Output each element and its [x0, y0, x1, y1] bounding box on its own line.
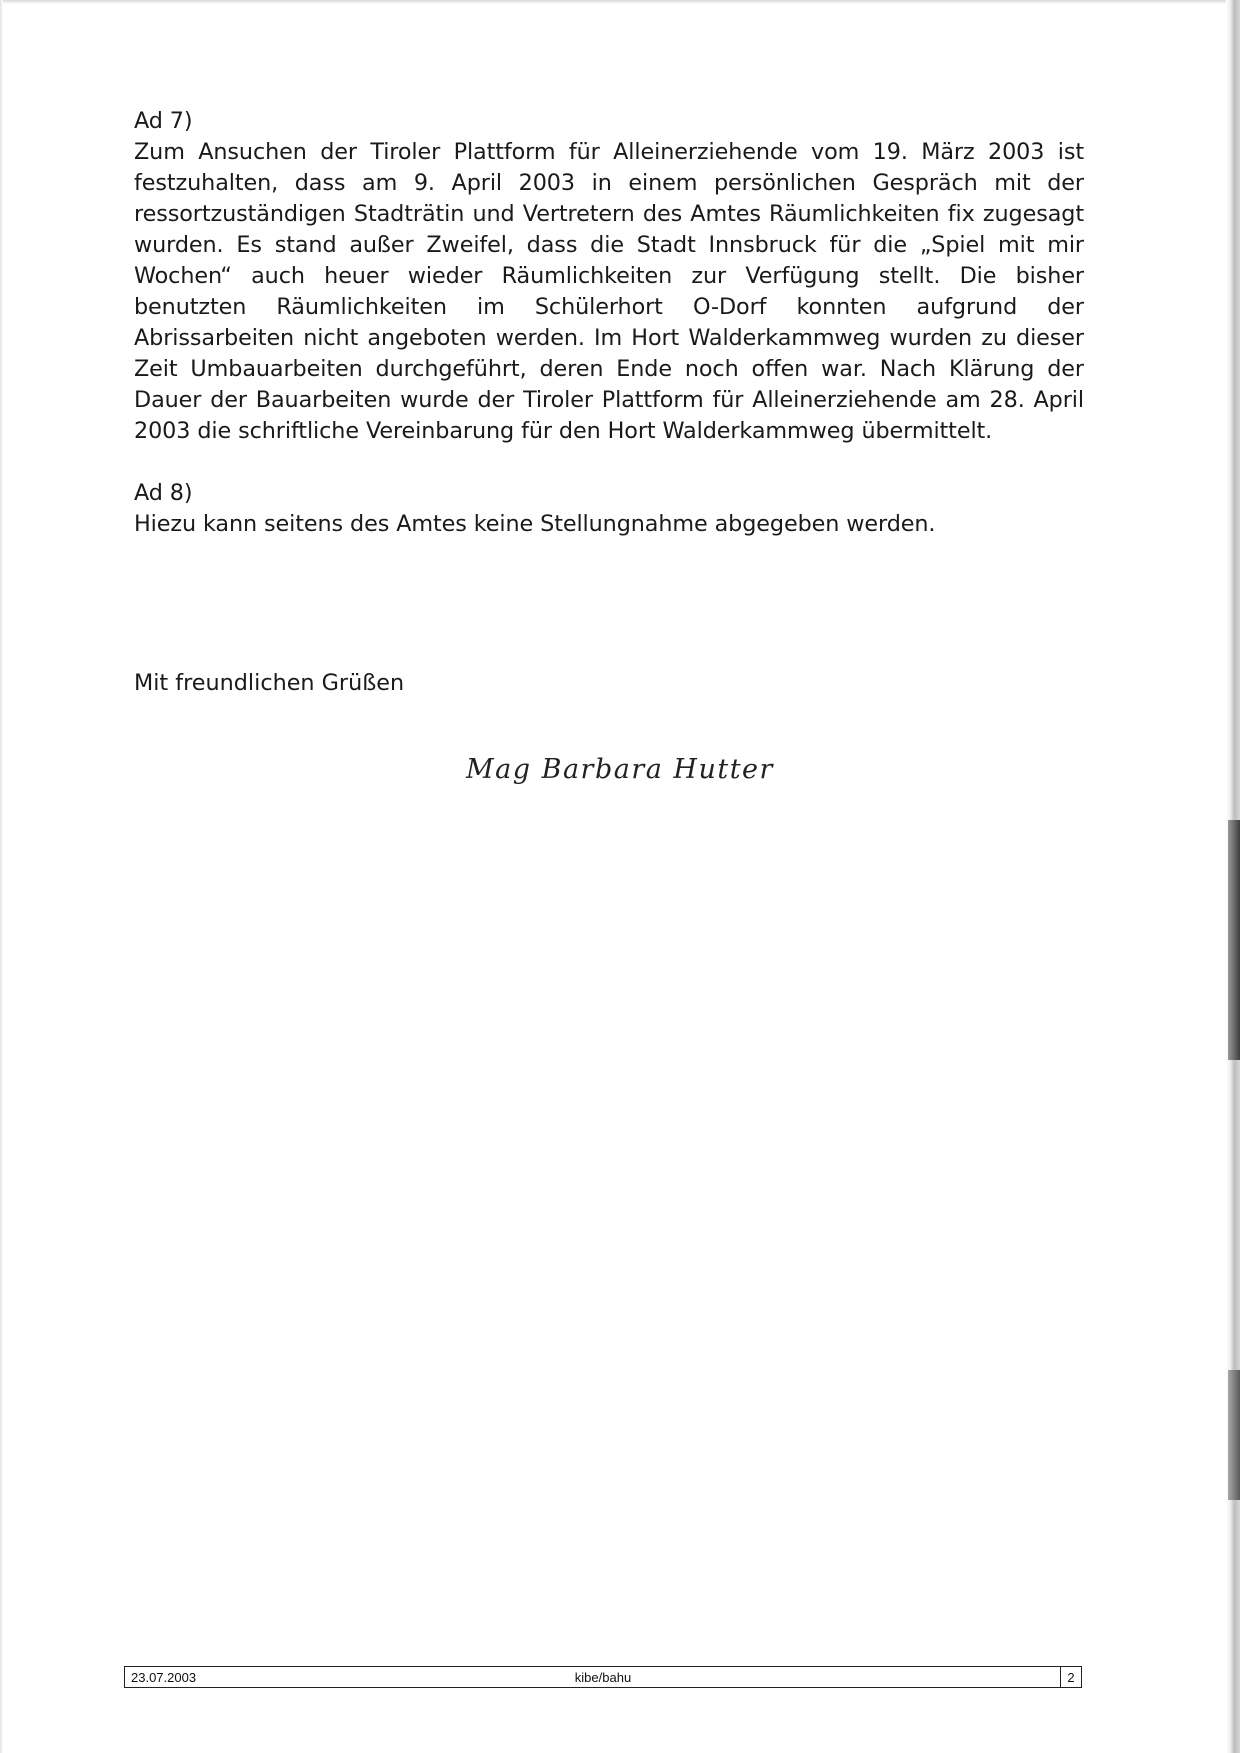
page-footer — [124, 1666, 1082, 1688]
section-heading-ad8: Ad 8) — [134, 480, 193, 506]
signature: Mag Barbara Hutter — [466, 754, 774, 785]
closing-greeting: Mit freundlichen Grüßen — [134, 670, 405, 696]
footer-reference: kibe/bahu — [574, 1670, 632, 1685]
scan-edge-top — [0, 0, 1240, 4]
scan-edge-left — [0, 0, 3, 1753]
section-body-ad7: Zum Ansuchen der Tiroler Plattform für Alleinerziehende vom 19. März 2003 ist festzuhalten, dass am 9. April 2003 in einem persönlichen Gespräch mit der ressortzuständigen Stadträtin und Vertretern des Amtes Räumlichkeiten fix zugesagt wurden. Es stand außer Zweifel, dass die Stadt Innsbruck für die „Spiel mit mir Wochen“ auch heuer wieder Räumlichkeiten zur Verfügung stellt. Die bisher benutzten Räumlichkeiten im Schülerhort O-Dorf konnten aufgrund der Abrissarbeiten nicht angeboten werden. Im Hort Walderkammweg wurden zu dieser Zeit Umbauarbeiten durchgeführt, deren Ende noch offen war. Nach Klärung der Dauer der Bauarbeiten wurde der Tiroler Plattform für Alleinerziehende am 28. April 2003 die schriftliche Vereinbarung für den Hort Walderkammweg übermittelt. — [134, 139, 1084, 444]
footer-page-number: 2 — [1060, 1667, 1081, 1687]
section-body-ad8: Hiezu kann seitens des Amtes keine Stellungnahme abgegeben werden. — [134, 511, 936, 537]
scan-shadow — [1228, 1370, 1240, 1500]
scan-shadow — [1228, 820, 1240, 1060]
section-heading-ad7: Ad 7) — [134, 108, 193, 134]
footer-date: 23.07.2003 — [131, 1670, 197, 1685]
letter-body — [134, 106, 1084, 540]
